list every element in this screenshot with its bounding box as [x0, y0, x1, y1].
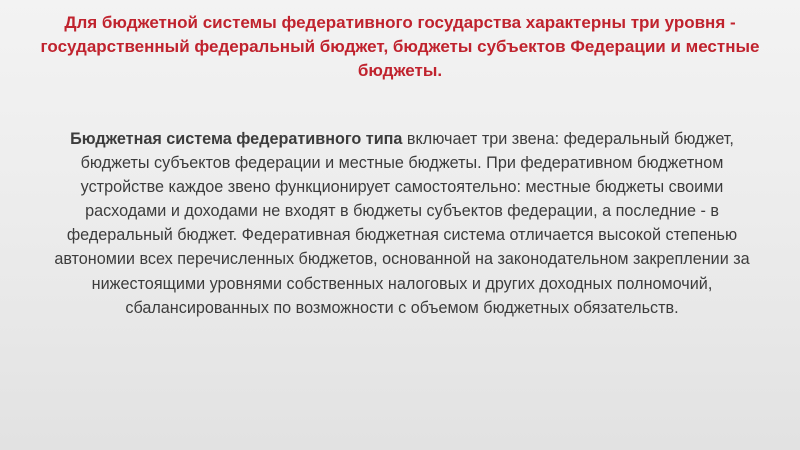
body-term: Бюджетная система федеративного типа	[70, 130, 403, 148]
slide-title: Для бюджетной системы федеративного государства характерны три уровня - государственный федеральный бюджет, бюджеты субъектов Федерации и местные бюджеты.	[40, 13, 760, 80]
slide-body-paragraph	[52, 127, 752, 320]
body-text: включает три звена: федеральный бюджет, бюджеты субъектов федерации и местные бюджеты. При федеративном бюджетном устройстве каждое звено функционирует самостоятельно: местные бюджеты своими расходами и доходами не входят в бюджеты субъектов федерации, а последние - в федеральный бюджет. Федеративная бюджетная система отличается высокой степенью автономии всех перечисленных бюджетов, основанной на законодательном закреплении за нижестоящими уровнями собственных налоговых и других доходных полномочий, сбалансированных по возможности с объемом бюджетных обязательств.	[54, 130, 750, 317]
